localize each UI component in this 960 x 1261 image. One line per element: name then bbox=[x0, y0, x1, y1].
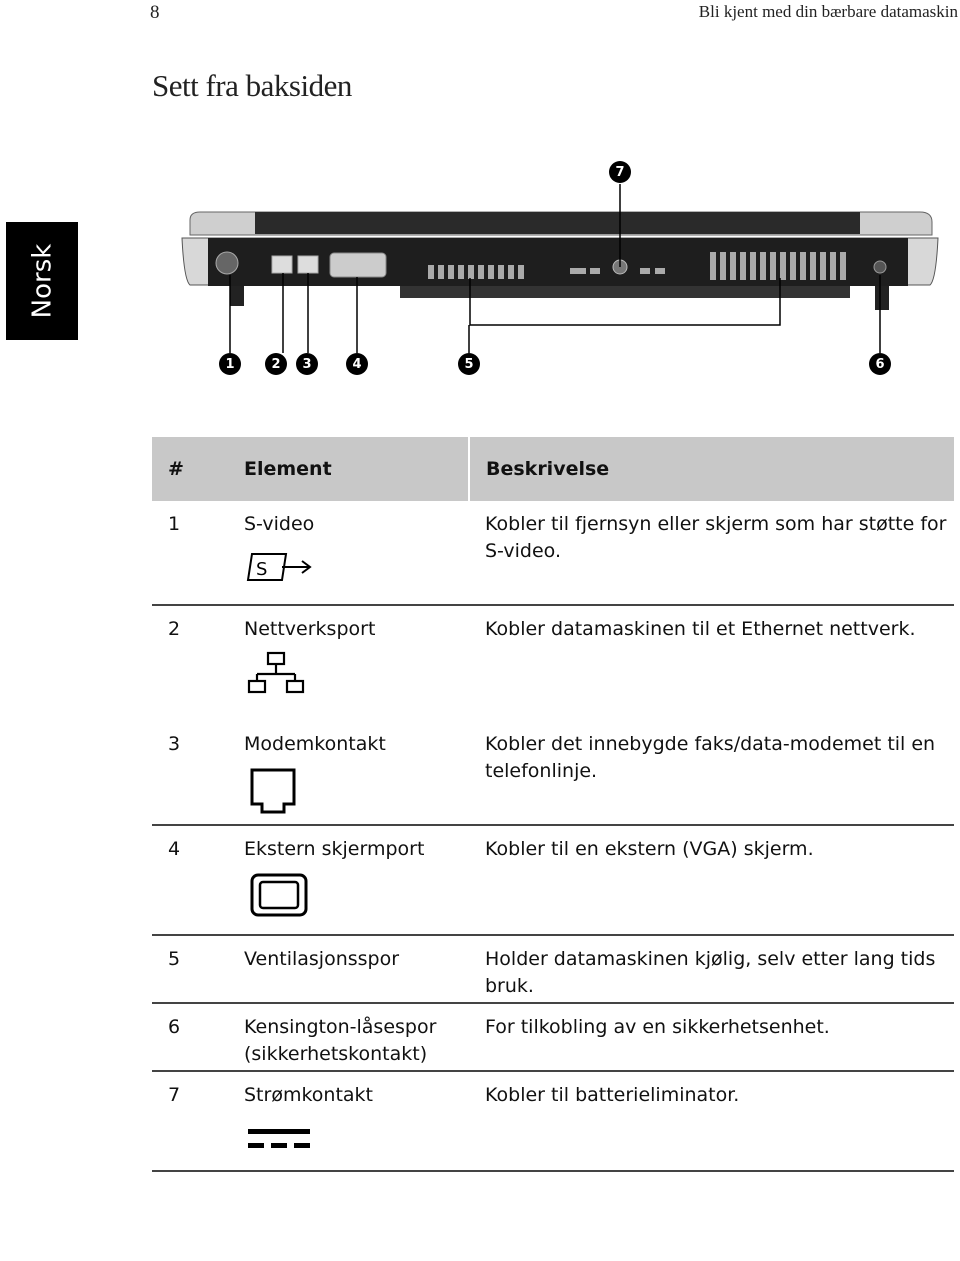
table-row bbox=[152, 825, 954, 935]
row-number: 5 bbox=[152, 935, 244, 1003]
monitor-icon bbox=[244, 871, 469, 915]
table-row bbox=[152, 935, 954, 1003]
row-number: 2 bbox=[168, 618, 181, 640]
laptop-rear-view-figure bbox=[160, 150, 960, 390]
table-row bbox=[152, 1071, 954, 1171]
callout-5: 5 bbox=[458, 353, 480, 375]
row-element bbox=[244, 721, 469, 825]
network-icon bbox=[244, 651, 469, 695]
row-element bbox=[244, 605, 469, 721]
row-description: Kobler til fjernsyn eller skjerm som har støtte for S-video. bbox=[469, 501, 954, 605]
callout-7: 7 bbox=[609, 161, 631, 183]
row-element bbox=[244, 1071, 469, 1171]
row-element-label: Ekstern skjermport bbox=[244, 838, 425, 860]
row-number: 7 bbox=[152, 1071, 244, 1171]
table-row bbox=[152, 1003, 954, 1071]
callout-3: 3 bbox=[296, 353, 318, 375]
row-element-label: Strømkontakt bbox=[244, 1084, 373, 1106]
row-element bbox=[244, 825, 469, 935]
row-description: Kobler det innebygde faks/data-modemet til en telefonlinje. bbox=[469, 721, 954, 825]
row-description: Kobler til en ekstern (VGA) skjerm. bbox=[469, 825, 954, 935]
s-video-icon-letter: S bbox=[256, 559, 268, 580]
row-number: 6 bbox=[152, 1003, 244, 1071]
table-row bbox=[152, 605, 954, 721]
header-number: # bbox=[152, 437, 244, 501]
row-element-label: Nettverksport bbox=[244, 618, 376, 640]
row-description: Kobler til batterieliminator. bbox=[469, 1071, 954, 1171]
row-number: 3 bbox=[152, 721, 244, 825]
row-element bbox=[244, 501, 469, 605]
modem-icon bbox=[244, 766, 469, 810]
table-header-row bbox=[152, 437, 954, 501]
language-tab-label: Norsk bbox=[27, 243, 57, 319]
row-description: Kobler datamaskinen til et Ethernet nettverk. bbox=[485, 618, 916, 640]
row-element: Ventilasjonsspor bbox=[244, 935, 469, 1003]
row-number: 1 bbox=[152, 501, 244, 605]
row-element-label: Modemkontakt bbox=[244, 733, 386, 755]
callout-2: 2 bbox=[265, 353, 287, 375]
row-description: For tilkobling av en sikkerhetsenhet. bbox=[469, 1003, 954, 1071]
callout-6: 6 bbox=[869, 353, 891, 375]
table-row bbox=[152, 721, 954, 825]
callout-4: 4 bbox=[346, 353, 368, 375]
row-element-label: S-video bbox=[244, 513, 315, 535]
table-row bbox=[152, 501, 954, 605]
page-number: 8 bbox=[150, 2, 160, 23]
section-title: Sett fra baksiden bbox=[152, 68, 352, 103]
language-tab bbox=[6, 222, 78, 340]
callout-1: 1 bbox=[219, 353, 241, 375]
dc-power-icon bbox=[244, 1117, 469, 1161]
row-element: Kensington-låsespor (sikkerhetskontakt) bbox=[244, 1003, 469, 1071]
s-video-icon bbox=[244, 546, 469, 590]
row-description: Holder datamaskinen kjølig, selv etter lang tids bruk. bbox=[469, 935, 954, 1003]
ports-table bbox=[152, 437, 954, 1172]
header-description: Beskrivelse bbox=[469, 437, 954, 501]
row-number: 4 bbox=[152, 825, 244, 935]
running-header: Bli kjent med din bærbare datamaskin bbox=[698, 2, 958, 21]
header-element: Element bbox=[244, 437, 469, 501]
